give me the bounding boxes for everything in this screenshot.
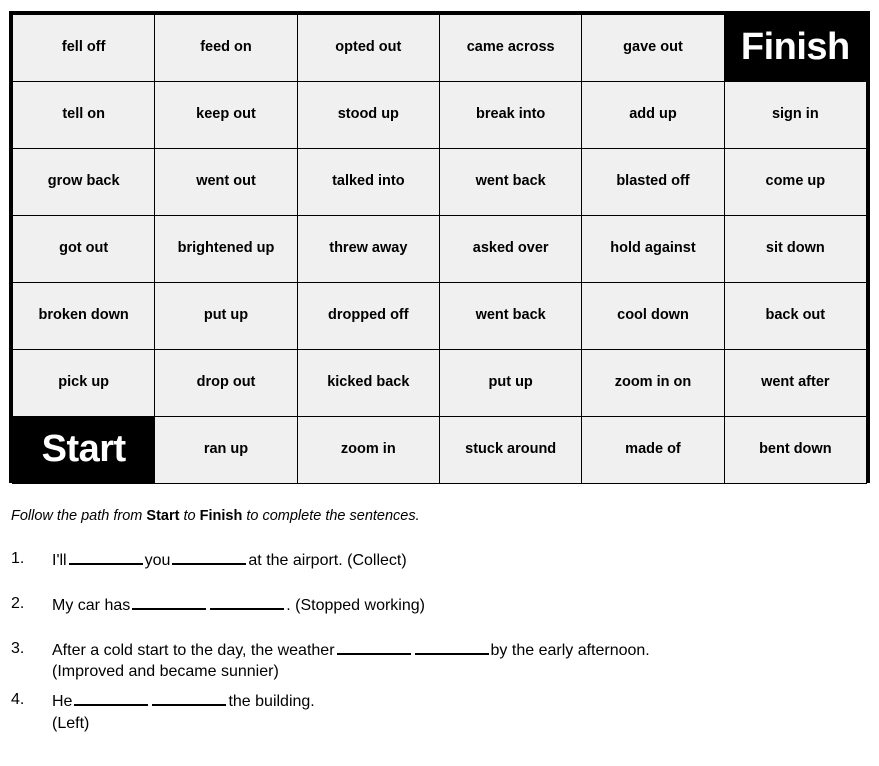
question-item: [11, 548, 871, 572]
board-cell[interactable]: stuck around: [439, 417, 581, 484]
question-item: [11, 638, 871, 683]
board-cell[interactable]: gave out: [582, 15, 724, 82]
board-cell[interactable]: went out: [155, 149, 297, 216]
board-cell[interactable]: talked into: [297, 149, 439, 216]
answer-blank[interactable]: [152, 689, 226, 706]
board-row: [13, 417, 867, 484]
board-cell[interactable]: fell off: [13, 15, 155, 82]
start-cell: Start: [13, 417, 155, 484]
instruction-finish-word: Finish: [199, 508, 243, 524]
board-cell[interactable]: back out: [724, 283, 866, 350]
board-cell[interactable]: cool down: [582, 283, 724, 350]
question-body: [52, 548, 871, 572]
board-cell[interactable]: ran up: [155, 417, 297, 484]
answer-blank[interactable]: [69, 548, 143, 565]
question-number: 4.: [11, 690, 25, 708]
instruction-text: [11, 508, 420, 524]
question-hint: (Left): [52, 714, 90, 732]
answer-blank[interactable]: [132, 593, 206, 610]
board-row: [13, 283, 867, 350]
instruction-part2: to: [179, 508, 200, 524]
question-after-text: . (Stopped working): [286, 596, 425, 614]
board-cell[interactable]: sit down: [724, 216, 866, 283]
board-cell[interactable]: made of: [582, 417, 724, 484]
question-item: [11, 689, 871, 734]
board-cell[interactable]: bent down: [724, 417, 866, 484]
question-sentence: [52, 689, 871, 713]
board-cell[interactable]: threw away: [297, 216, 439, 283]
question-body: [52, 638, 871, 683]
board-cell[interactable]: pick up: [13, 350, 155, 417]
instruction-part3: to complete the sentences.: [242, 508, 420, 524]
question-list: [11, 548, 871, 740]
board-cell[interactable]: stood up: [297, 82, 439, 149]
answer-blank[interactable]: [210, 593, 284, 610]
board-row: [13, 350, 867, 417]
answer-blank[interactable]: [337, 638, 411, 655]
answer-blank[interactable]: [74, 689, 148, 706]
question-number: 2.: [11, 594, 25, 612]
board-cell[interactable]: zoom in on: [582, 350, 724, 417]
board-cell[interactable]: break into: [439, 82, 581, 149]
board-cell[interactable]: keep out: [155, 82, 297, 149]
question-after-text: at the airport. (Collect): [248, 552, 407, 570]
board-cell[interactable]: zoom in: [297, 417, 439, 484]
board-cell[interactable]: tell on: [13, 82, 155, 149]
board-cell[interactable]: add up: [582, 82, 724, 149]
board-cell[interactable]: kicked back: [297, 350, 439, 417]
board-row: [13, 149, 867, 216]
answer-blank[interactable]: [415, 638, 489, 655]
question-sentence: [52, 638, 871, 662]
board-cell[interactable]: went back: [439, 149, 581, 216]
question-hint: (Improved and became sunnier): [52, 663, 279, 681]
phrasal-verb-board: [9, 11, 870, 483]
question-before-text: I'll: [52, 552, 67, 570]
question-before-text: After a cold start to the day, the weather: [52, 641, 335, 659]
instruction-start-word: Start: [146, 508, 180, 524]
question-number: 3.: [11, 639, 25, 657]
question-before-text: He: [52, 693, 73, 711]
question-item: [11, 593, 871, 617]
board-cell[interactable]: sign in: [724, 82, 866, 149]
board-cell[interactable]: opted out: [297, 15, 439, 82]
board-cell[interactable]: broken down: [13, 283, 155, 350]
question-sentence: [52, 548, 871, 572]
board-cell[interactable]: got out: [13, 216, 155, 283]
question-after-text: the building.: [228, 693, 315, 711]
board-cell[interactable]: put up: [155, 283, 297, 350]
answer-blank[interactable]: [172, 548, 246, 565]
board-cell[interactable]: asked over: [439, 216, 581, 283]
question-body: [52, 689, 871, 734]
board-row: [13, 82, 867, 149]
board-grid: [12, 14, 867, 484]
question-number: 1.: [11, 550, 25, 567]
board-cell[interactable]: blasted off: [582, 149, 724, 216]
board-cell[interactable]: dropped off: [297, 283, 439, 350]
board-cell[interactable]: hold against: [582, 216, 724, 283]
board-cell[interactable]: brightened up: [155, 216, 297, 283]
board-cell[interactable]: went back: [439, 283, 581, 350]
board-row: [13, 15, 867, 82]
question-after-text: by the early afternoon.: [490, 641, 650, 659]
board-cell[interactable]: came across: [439, 15, 581, 82]
board-cell[interactable]: put up: [439, 350, 581, 417]
question-sentence: [52, 593, 871, 617]
finish-cell: Finish: [724, 15, 866, 82]
board-cell[interactable]: drop out: [155, 350, 297, 417]
instruction-part1: Follow the path from: [11, 508, 147, 524]
question-middle-text: you: [144, 552, 171, 570]
question-before-text: My car has: [52, 596, 131, 614]
board-cell[interactable]: went after: [724, 350, 866, 417]
board-cell[interactable]: grow back: [13, 149, 155, 216]
question-body: [52, 593, 871, 617]
board-row: [13, 216, 867, 283]
board-cell[interactable]: feed on: [155, 15, 297, 82]
board-cell[interactable]: come up: [724, 149, 866, 216]
